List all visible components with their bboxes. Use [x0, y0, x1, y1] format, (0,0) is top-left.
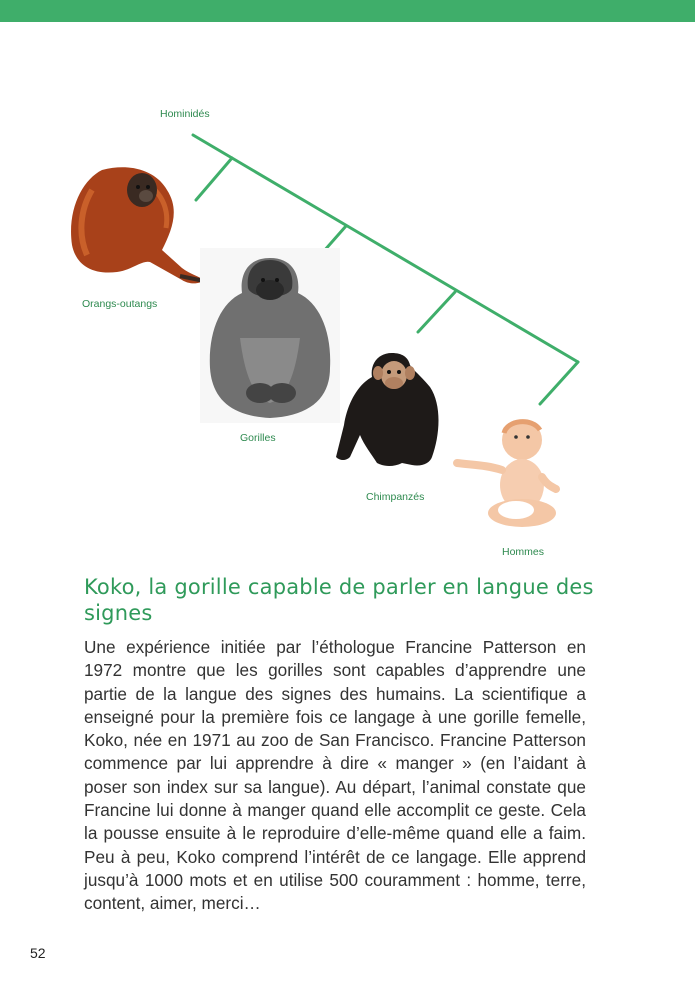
human-baby-image — [452, 415, 562, 535]
label-chimpanzes: Chimpanzés — [366, 491, 425, 503]
branch-hommes — [540, 362, 578, 404]
gorilla-image — [200, 248, 340, 423]
label-orangs-outangs: Orangs-outangs — [82, 298, 158, 310]
root-label: Hominidés — [160, 108, 210, 120]
article-body: Une expérience initiée par l’éthologue Francine Patterson en 1972 montre que les gorilles sont capables d’apprendre une partie de la langue des signes des humains. La scientifique a enseigné pour la première fois ce langage à une gorille femelle, Koko, née en 1971 au zoo de San Francisco. Francine Patterson commence par lui apprendre à dire « manger » (en l’aidant à poser son index sur sa langue). Au départ, l’animal constate que Francine lui donne à manger quand elle accomplit ce geste. Cela la pousse ensuite à le reproduire d’elle-même quand elle a faim. Peu à peu, Koko comprend l’intérêt de ce langage. Elle apprend jusqu’à 1000 mots et en utilise 500 couramment : homme, terre, content, aimer, merci… — [84, 637, 586, 914]
label-hommes: Hommes — [502, 546, 545, 558]
chimpanzee-image — [332, 345, 452, 470]
page-number: 52 — [30, 945, 46, 961]
label-gorilles: Gorilles — [240, 432, 276, 444]
branch-chimpanzes — [418, 292, 455, 332]
orangutan-image — [62, 150, 212, 295]
article-title: Koko, la gorille capable de parler en langue des signes — [84, 575, 594, 625]
